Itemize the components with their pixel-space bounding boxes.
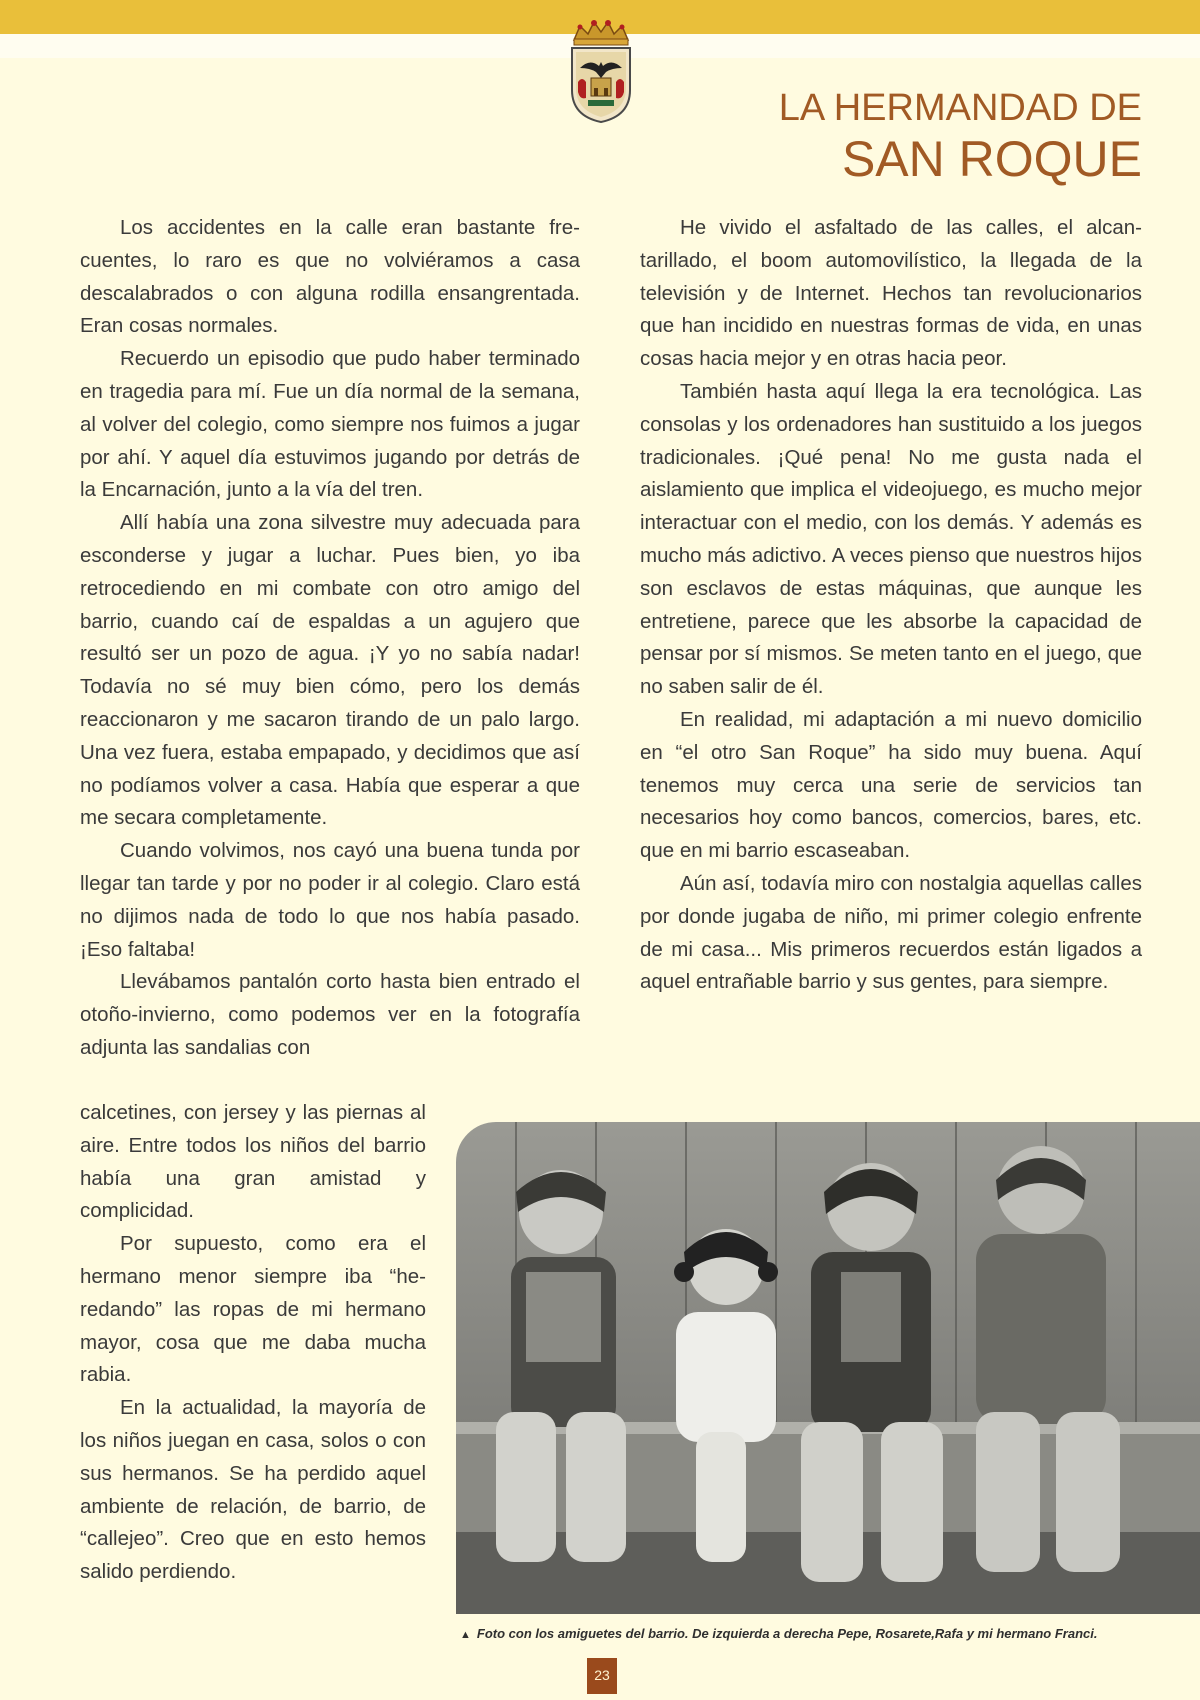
photo-illustration (456, 1122, 1200, 1614)
left-column-top (80, 212, 580, 1065)
paragraph: Los accidentes en la calle eran bastante frecuentes, lo raro es que no volviéramos a casa descalabrados o con alguna rodilla ensangrentada. Eran cosas normales. (80, 216, 580, 338)
paragraph: En la actualidad, la mayoría de los niños juegan en casa, solos o con sus hermanos. Se ha perdido aquel ambiente de relación, de barrio, de “callejeo”. Creo que en esto hemos salido perdiendo. (80, 1396, 426, 1584)
paragraph: Cuando volvimos, nos cayó una buena tunda por llegar tan tarde y por no poder ir al colegio. Claro está no dijimos nada de todo lo que nos había pasado. ¡Eso faltaba! (80, 839, 580, 961)
paragraph: Llevábamos pantalón corto hasta bien entrado el otoño-invierno, como podemos ver en la fotografía adjunta las sandalias con (80, 970, 580, 1059)
paragraph: Allí había una zona silvestre muy adecuada para esconderse y jugar a luchar. Pues bien, yo iba retrocediendo en mi combate con otro amigo del barrio, cuando caí de espaldas a un agujero que resultó ser un pozo de agua. ¡Y yo no sabía nadar! Todavía no sé muy bien cómo, pero los demás reaccionaron y me sacaron tirando de un palo largo. Una vez fuera, estaba empapado, y decidimos que así no podíamos volver a casa. Había que esperar a que me secara completamente. (80, 511, 580, 830)
photo-caption (460, 1626, 1185, 1641)
paragraph: En realidad, mi adaptación a mi nuevo domicilio en “el otro San Roque” ha sido muy buena. Aquí tenemos muy cerca una serie de servicios tan necesarios hoy como bancos, comercios, bares, etc. que en mi barrio escaseaban. (640, 707, 1142, 863)
caption-text: Foto con los amiguetes del barrio. De izquierda a derecha Pepe, Rosarete,Rafa y mi hermano Franci. (476, 1626, 1098, 1641)
children-photo (456, 1122, 1200, 1614)
title-line-1: LA HERMANDAD DE (778, 87, 1142, 129)
title-line-2: SAN ROQUE (841, 131, 1142, 187)
paragraph: Por supuesto, como era el hermano menor siempre iba “heredando” las ropas de mi hermano mayor, cosa que me daba mucha rabia. (80, 1232, 426, 1387)
left-column-bottom (80, 1097, 426, 1589)
paragraph: Recuerdo un episodio que pudo haber terminado en tragedia para mí. Fue un día normal de la semana, al volver del colegio, como siempre nos fuimos a jugar por ahí. Y aquel día estuvimos jugando por detrás de la Encarnación, junto a la vía del tren. (80, 347, 580, 502)
paragraph: calcetines, con jersey y las piernas al aire. Entre todos los niños del barrio había una gran amistad y complicidad. (80, 1101, 426, 1223)
paragraph: Aún así, todavía miro con nostalgia aquellas calles por donde jugaba de niño, mi primer colegio enfrente de mi casa... Mis primeros recuerdos están ligados a aquel entrañable barrio y sus gentes, para siempre. (640, 871, 1142, 994)
page-number: 23 (587, 1658, 617, 1694)
article-title (779, 86, 1142, 188)
paragraph: He vivido el asfaltado de las calles, el alcantarillado, el boom automovilístico, la llegada de la televisión y de Internet. Hechos tan revolucionarios que han incidido en nuestras formas de vida, en unas cosas hacia mejor y en otras hacia peor. (640, 216, 1142, 371)
caption-marker-icon: ▲ (460, 1629, 471, 1641)
paragraph: También hasta aquí llega la era tecnológica. Las consolas y los ordenadores han sustituido a los juegos tradicionales. ¡Qué pena! No me gusta nada el aislamiento que implica el videojuego, es mucho mejor interactuar con el medio, con los demás. Y además es mucho más adictivo. A veces pienso que nuestros hijos son esclavos de estas máquinas, que aunque les entretiene, parece que les absorbe la capacidad de pensar por sí mismos. Se meten tanto en el juego, que no saben salir de él. (640, 379, 1142, 699)
coat-of-arms-icon (566, 18, 636, 124)
right-column (640, 212, 1142, 999)
